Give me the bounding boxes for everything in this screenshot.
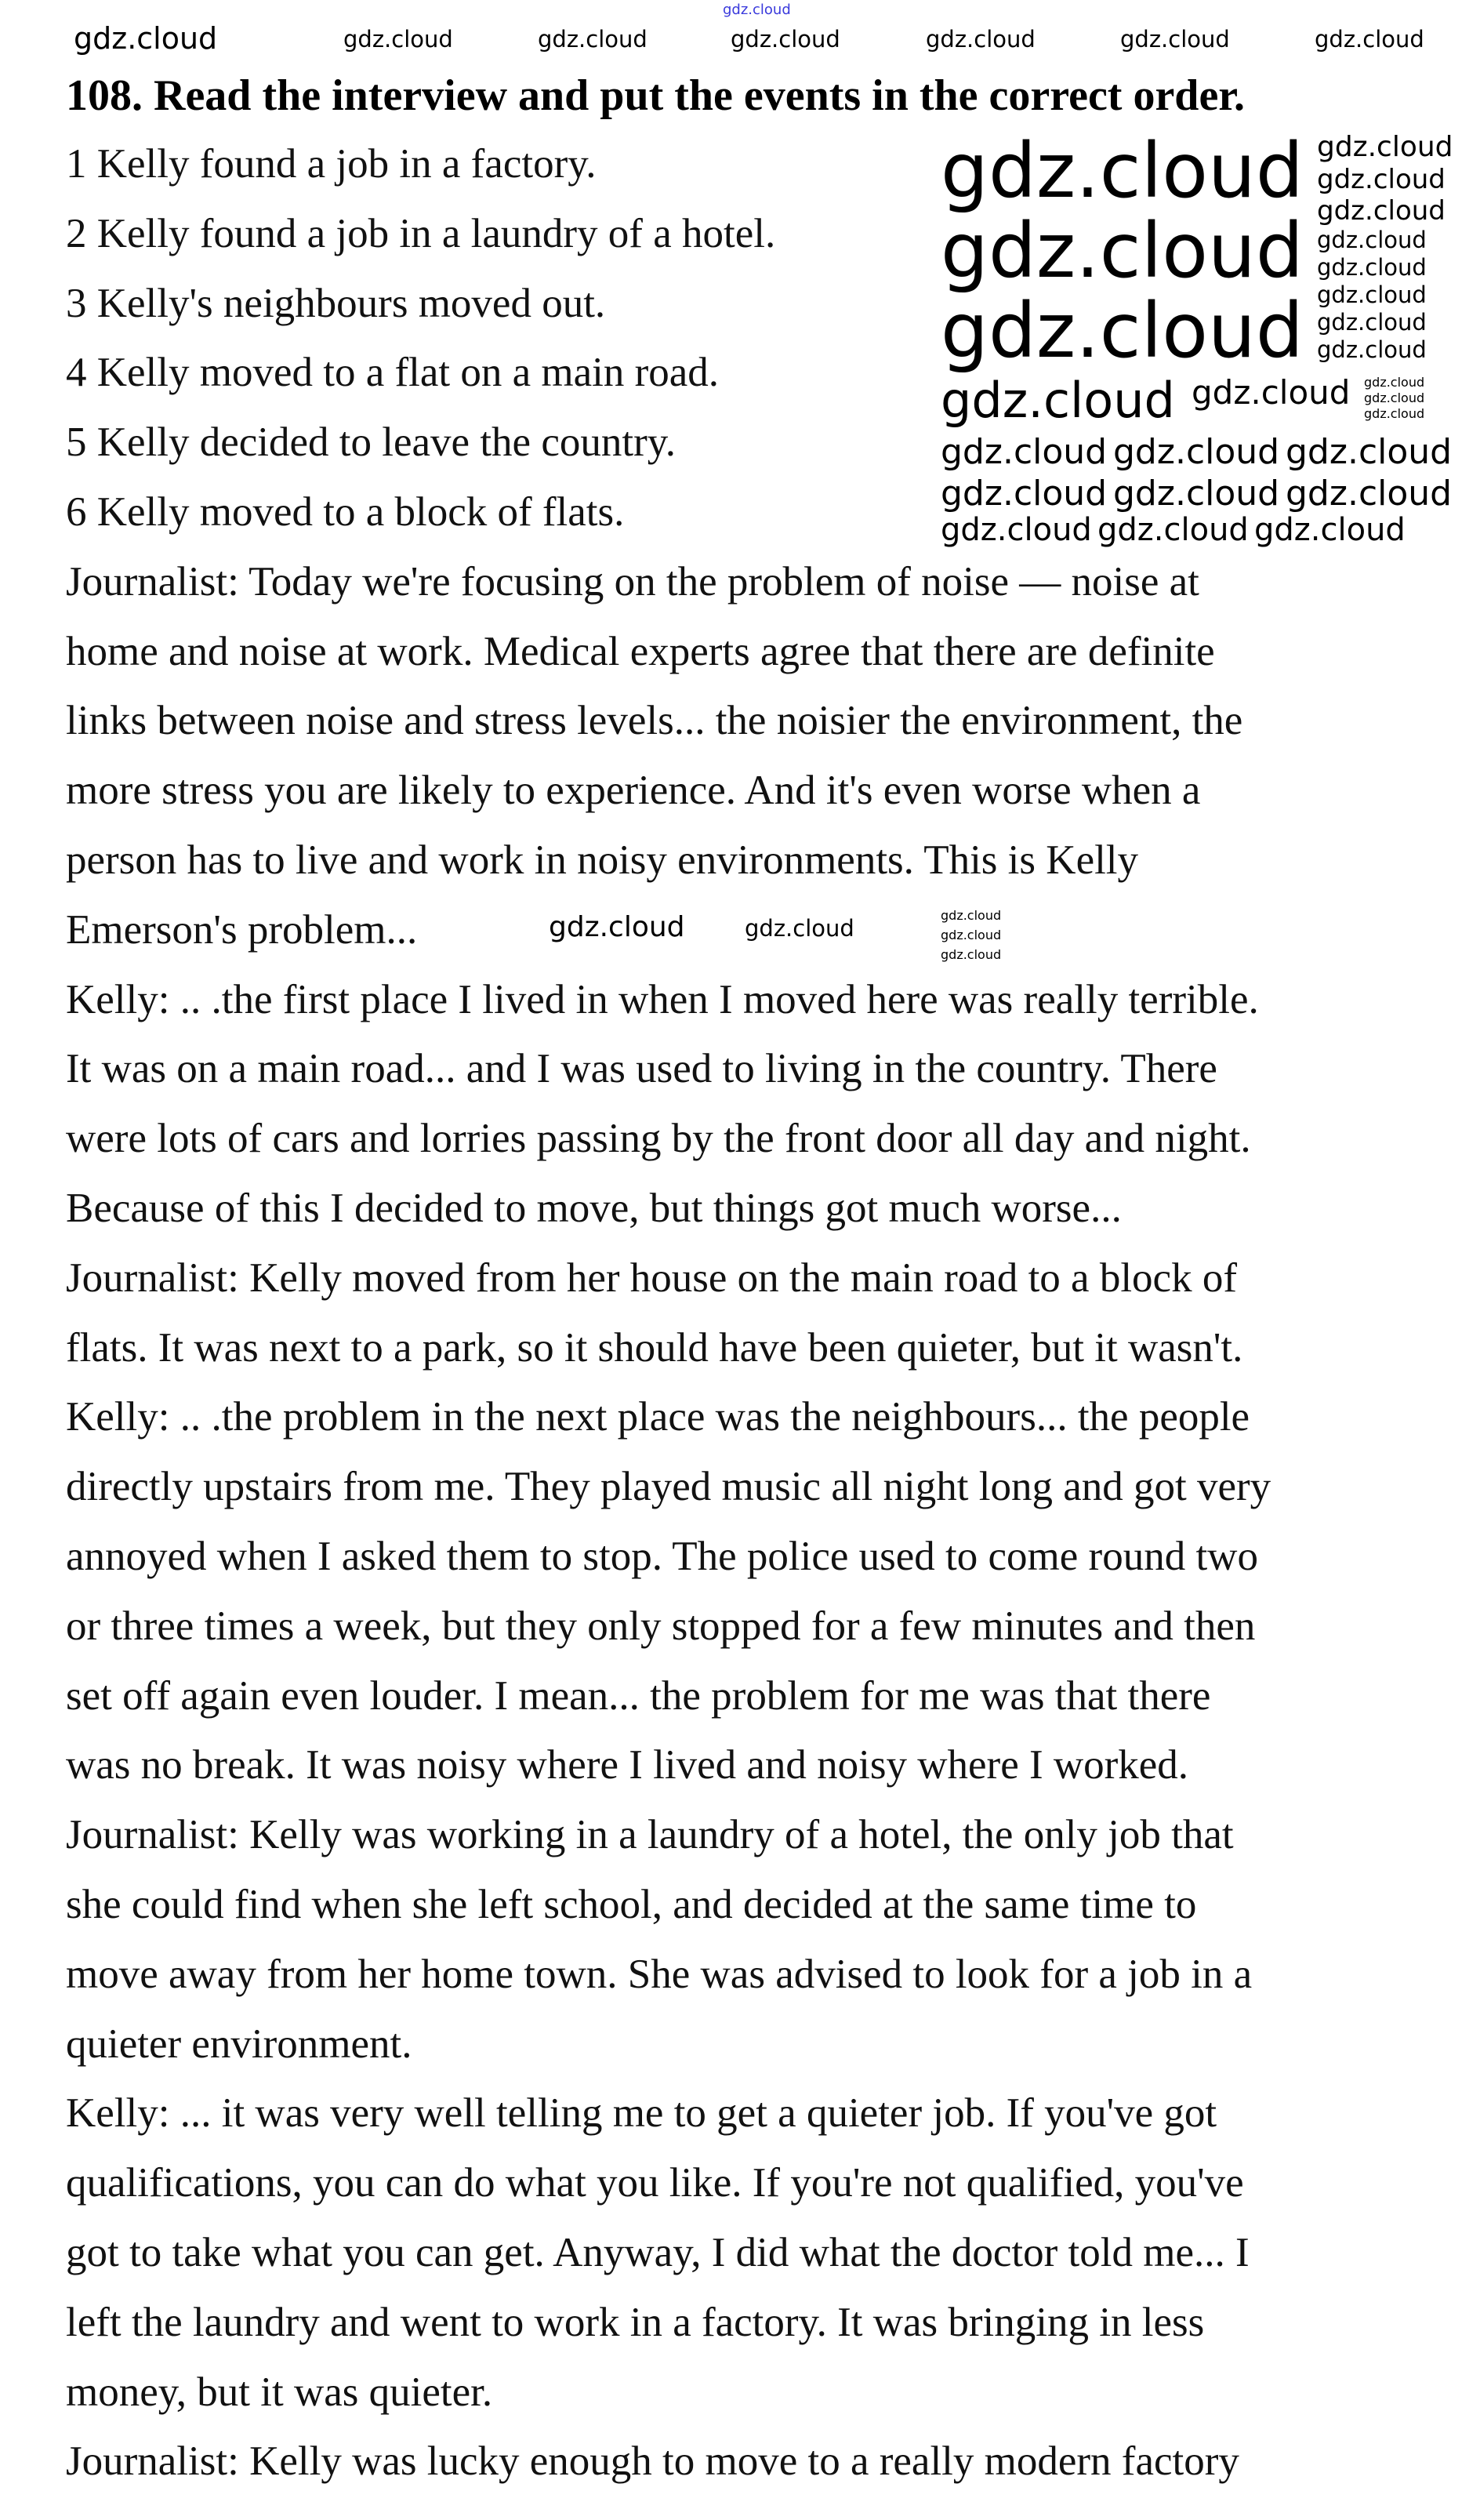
interview-line: Journalist: Kelly moved from her house on the main road to a block of (66, 1255, 1237, 1301)
watermark: gdz.cloud (1317, 195, 1446, 227)
interview-line: It was on a main road... and I was used to living in the country. There (66, 1046, 1217, 1092)
event-item: 4 Kelly moved to a flat on a main road. (66, 350, 720, 396)
watermark: gdz.cloud (538, 26, 648, 53)
watermark: gdz.cloud (1317, 164, 1446, 195)
interview-line: or three times a week, but they only stopped for a few minutes and then (66, 1603, 1256, 1649)
interview-line: person has to live and work in noisy environments. This is Kelly (66, 837, 1139, 883)
interview-line: Journalist: Kelly was working in a laundry of a hotel, the only job that (66, 1812, 1234, 1858)
interview-line: Journalist: Kelly was lucky enough to move to a really modern factory (66, 2438, 1239, 2485)
watermark: gdz.cloud (1097, 512, 1249, 548)
interview-line: quieter environment. (66, 2021, 412, 2067)
watermark: gdz.cloud (941, 947, 1002, 962)
watermark: gdz.cloud (343, 26, 453, 53)
interview-line: Kelly: .. .the problem in the next place was the neighbours... the people (66, 1394, 1250, 1440)
watermark: gdz.cloud (1317, 131, 1453, 163)
watermark: gdz.cloud (1317, 336, 1427, 363)
interview-line: annoyed when I asked them to stop. The police used to come round two (66, 1533, 1258, 1579)
watermark: gdz.cloud (941, 512, 1092, 548)
watermark: gdz.cloud (1315, 26, 1424, 53)
watermark: gdz.cloud (1254, 512, 1406, 548)
watermark: gdz.cloud (941, 908, 1002, 923)
watermark: gdz.cloud (1120, 26, 1230, 53)
watermark: gdz.cloud (1364, 406, 1425, 421)
watermark: gdz.cloud (723, 2, 791, 18)
interview-line: were lots of cars and lorries passing by the front door all day and night. (66, 1116, 1251, 1162)
event-item: 3 Kelly's neighbours moved out. (66, 280, 606, 326)
watermark: gdz.cloud (1364, 375, 1425, 390)
watermark: gdz.cloud (1317, 254, 1427, 281)
watermark: gdz.cloud (731, 26, 840, 53)
watermark: gdz.cloud (941, 474, 1108, 514)
watermark: gdz.cloud (941, 372, 1175, 429)
interview-line: links between noise and stress levels... the noisier the environment, the (66, 698, 1243, 744)
watermark: gdz.cloud (1113, 474, 1280, 514)
interview-line: Because of this I decided to move, but things got much worse... (66, 1185, 1122, 1231)
interview-line: qualifications, you can do what you like. If you're not qualified, you've (66, 2160, 1244, 2206)
watermark: gdz.cloud (1286, 474, 1453, 514)
event-item: 2 Kelly found a job in a laundry of a hotel. (66, 210, 776, 256)
watermark: gdz.cloud (1192, 373, 1351, 412)
interview-line: set off again even louder. I mean... the problem for me was that there (66, 1672, 1211, 1719)
watermark: gdz.cloud (1317, 281, 1427, 308)
interview-line: directly upstairs from me. They played music all night long and got very (66, 1464, 1271, 1510)
watermark: gdz.cloud (941, 432, 1108, 472)
watermark: gdz.cloud (941, 928, 1002, 942)
interview-line: more stress you are likely to experience. And it's even worse when a (66, 768, 1201, 814)
event-item: 5 Kelly decided to leave the country. (66, 419, 677, 466)
interview-line: Emerson's problem... (66, 906, 418, 953)
interview-line: flats. It was next to a park, so it should have been quieter, but it wasn't. (66, 1324, 1243, 1371)
watermark: gdz.cloud (74, 21, 218, 56)
interview-line: Journalist: Today we're focusing on the problem of noise — noise at (66, 558, 1199, 605)
exercise-title: 108. Read the interview and put the events in the correct order. (66, 71, 1246, 120)
watermark: gdz.cloud (926, 26, 1036, 53)
interview-line: left the laundry and went to work in a factory. It was bringing in less (66, 2299, 1205, 2345)
watermark: gdz.cloud (941, 207, 1304, 295)
interview-line: money, but it was quieter. (66, 2369, 493, 2415)
watermark: gdz.cloud (1317, 227, 1427, 253)
interview-line: was no break. It was noisy where I lived and noisy where I worked. (66, 1742, 1189, 1788)
interview-line: got to take what you can get. Anyway, I did what the doctor told me... I (66, 2229, 1250, 2275)
watermark: gdz.cloud (1113, 432, 1280, 472)
watermark: gdz.cloud (1317, 309, 1427, 336)
interview-line: home and noise at work. Medical experts agree that there are definite (66, 628, 1215, 674)
watermark: gdz.cloud (941, 287, 1304, 375)
interview-line: Kelly: .. .the first place I lived in when I moved here was really terrible. (66, 976, 1259, 1022)
watermark: gdz.cloud (1286, 432, 1453, 472)
event-item: 1 Kelly found a job in a factory. (66, 141, 597, 187)
watermark: gdz.cloud (1364, 390, 1425, 405)
interview-line: move away from her home town. She was advised to look for a job in a (66, 1951, 1253, 1997)
watermark: gdz.cloud (941, 127, 1304, 215)
watermark: gdz.cloud (745, 915, 854, 942)
event-item: 6 Kelly moved to a block of flats. (66, 488, 625, 535)
interview-line: Kelly: ... it was very well telling me to get a quieter job. If you've got (66, 2090, 1217, 2137)
watermark: gdz.cloud (549, 911, 685, 943)
interview-line: she could find when she left school, and decided at the same time to (66, 1881, 1197, 1927)
